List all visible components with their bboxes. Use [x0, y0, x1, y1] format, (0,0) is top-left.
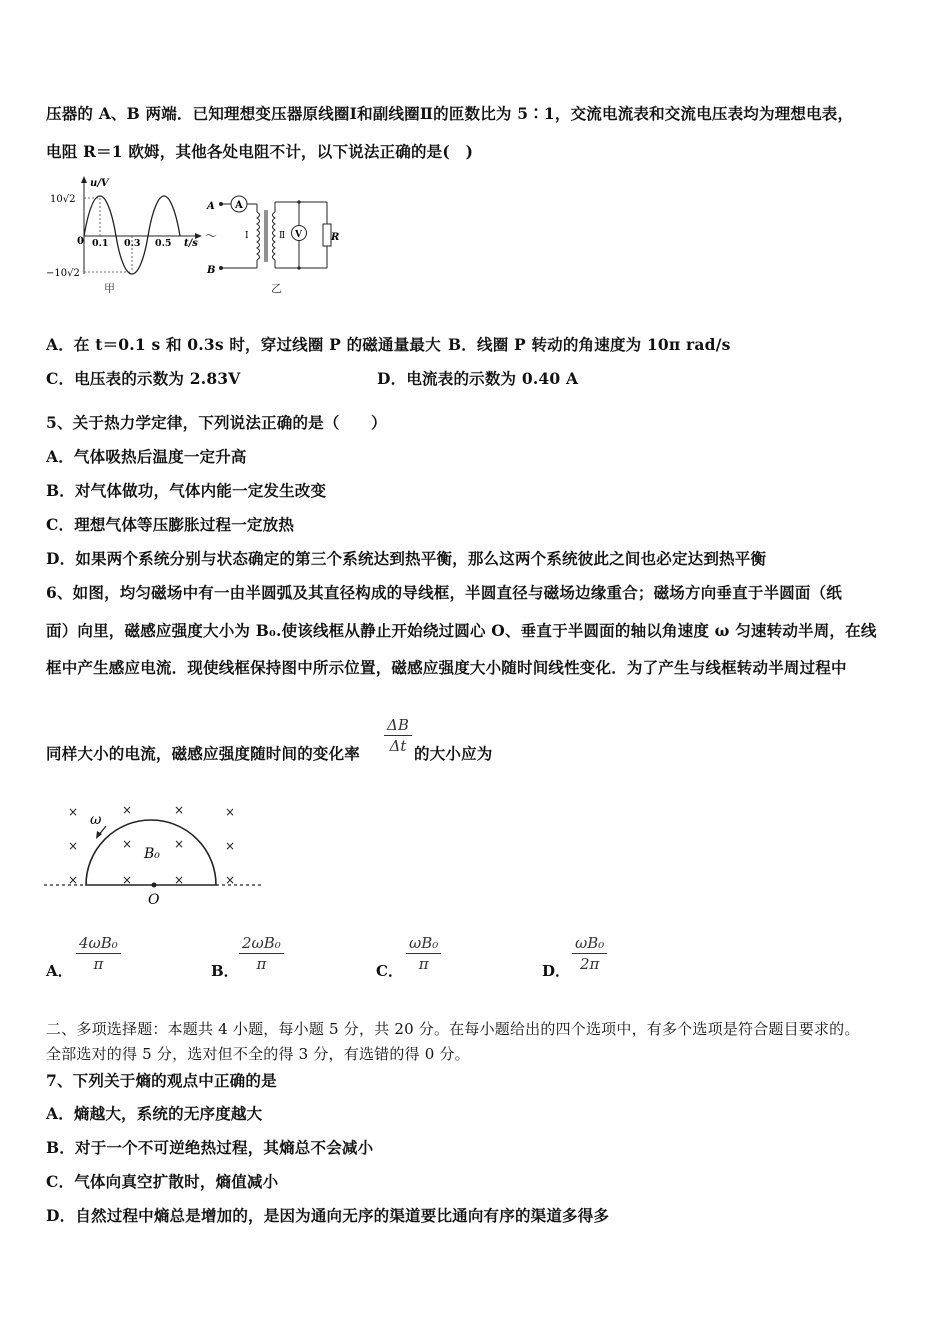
q5-option-d: D．如果两个系统分别与状态确定的第三个系统达到热平衡，那么这两个系统彼此之间也必定达到热平衡: [46, 549, 767, 568]
q5-option-c: C．理想气体等压膨胀过程一定放热: [46, 515, 295, 534]
q6-option-b-label: B．: [211, 962, 239, 980]
q6-option-a-den: π: [93, 955, 104, 973]
y-max-label: 10√2: [50, 194, 76, 205]
omega-label: ω: [90, 812, 102, 828]
tick-0-1: 0.1: [92, 238, 109, 249]
svg-text:×: ×: [122, 873, 133, 887]
tick-0-3: 0.3: [124, 238, 141, 249]
rate-denominator: Δt: [389, 737, 407, 755]
q5-option-a: A．气体吸热后温度一定升高: [46, 447, 247, 466]
q4-option-c: C．电压表的示数为 2.83V: [46, 369, 241, 388]
q4-stem-line2: 电阻 R＝1 欧姆，其他各处电阻不计，以下说法正确的是( ): [46, 142, 474, 161]
primary-coil: [257, 212, 260, 260]
terminal-a-label: A: [207, 201, 215, 212]
y-min-label: −10√2: [46, 268, 80, 279]
svg-text:×: ×: [225, 873, 236, 887]
q4-option-a: A．在 t＝0.1 s 和 0.3s 时，穿过线圈 P 的磁通量最大: [46, 335, 441, 354]
q6-stem-line4: [46, 742, 360, 764]
q6-option-d-num: ωB₀: [572, 934, 607, 954]
q6-option-b-den: π: [256, 955, 267, 973]
q7-option-d: D．自然过程中熵总是增加的，是因为通向无序的渠道要比通向有序的渠道多得多: [46, 1206, 610, 1225]
q6-stem-line3: 框中产生感应电流．现使线框保持图中所示位置，磁感应强度大小随时间线性变化．为了产生与线框转动半周过程中: [46, 658, 847, 677]
q5-stem: 5、关于热力学定律，下列说法正确的是（ ）: [46, 413, 387, 432]
q6-option-d-den: 2π: [579, 955, 600, 973]
secondary-coil: [273, 212, 276, 260]
section2-line1: 二、多项选择题：本题共 4 小题，每小题 5 分，共 20 分。在每小题给出的四个选项中，有多个选项是符合题目要求的。: [46, 1020, 860, 1038]
q6-option-c-den: π: [418, 955, 429, 973]
q6-stem-line1: 6、如图，均匀磁场中有一由半圆弧及其直径构成的导线框，半圆直径与磁场边缘重合；磁场方向垂直于半圆面（纸: [46, 583, 842, 602]
q6-option-d-label: D．: [542, 962, 571, 980]
q6-option-c-fraction: [406, 934, 441, 973]
waveform-graph: [40, 172, 210, 302]
q6-line4-pre: 同样大小的电流，磁感应强度随时间的变化率: [46, 744, 361, 763]
terminal-b-label: B: [207, 265, 216, 276]
center-label: O: [148, 892, 160, 908]
svg-text:×: ×: [174, 873, 185, 887]
q6-option-b-num: 2ωB₀: [239, 934, 284, 954]
y-axis-label: u/V: [90, 178, 109, 189]
ammeter-label: A: [235, 200, 243, 211]
sine-curve: [84, 196, 180, 274]
resistor-icon: [323, 224, 331, 246]
center-point: [152, 883, 157, 888]
svg-text:×: ×: [225, 805, 236, 819]
ac-source-icon: ～: [205, 229, 218, 243]
q7-option-a: A．熵越大，系统的无序度越大: [46, 1104, 263, 1123]
q6-option-c-label: C．: [376, 962, 403, 980]
resistor-label: R: [331, 232, 340, 243]
q7-option-b: B．对于一个不可逆绝热过程，其熵总不会减小: [46, 1138, 374, 1157]
q6-option-c-num: ωB₀: [406, 934, 441, 954]
primary-label: Ⅰ: [245, 231, 249, 241]
svg-text:×: ×: [68, 873, 79, 887]
origin-label: 0: [77, 236, 84, 247]
q4-option-b: B．线圈 P 转动的角速度为 10π rad/s: [448, 335, 731, 354]
svg-text:×: ×: [122, 837, 133, 851]
tick-0-5: 0.5: [155, 238, 172, 249]
secondary-label: Ⅱ: [279, 231, 286, 241]
rate-fraction: [384, 716, 412, 755]
b0-label: B₀: [144, 846, 160, 862]
svg-text:×: ×: [174, 803, 185, 817]
transformer-circuit: [205, 182, 345, 302]
semicircle-field-figure: [40, 796, 270, 911]
svg-text:×: ×: [68, 839, 79, 853]
q6-option-a-label: A．: [46, 962, 73, 980]
q5-option-b: B．对气体做功，气体内能一定发生改变: [46, 481, 327, 500]
q7-option-c: C．气体向真空扩散时，熵值减小: [46, 1172, 279, 1191]
q7-stem: 7、下列关于熵的观点中正确的是: [46, 1071, 277, 1090]
x-axis-label: t/s: [184, 238, 198, 249]
rate-numerator: ΔB: [384, 716, 412, 736]
q6-option-d-fraction: [572, 934, 607, 973]
q6-option-a-fraction: [76, 934, 121, 973]
graph-caption: 甲: [104, 282, 115, 295]
q6-stem-line2: 面）向里，磁感应强度大小为 B₀.使该线框从静止开始绕过圆心 O、垂直于半圆面的轴以角速度 ω 匀速转动半周，在线: [46, 621, 877, 640]
svg-text:×: ×: [68, 805, 79, 819]
q4-stem-line1: 压器的 A、B 两端．已知理想变压器原线圈Ⅰ和副线圈Ⅱ的匝数比为 5∶1，交流电流表和交流电压表均为理想电表，: [46, 104, 854, 123]
svg-text:×: ×: [225, 839, 236, 853]
q4-option-d: D．电流表的示数为 0.40 A: [377, 369, 579, 388]
q6-option-a-num: 4ωB₀: [76, 934, 121, 954]
voltmeter-label: V: [295, 230, 302, 240]
section2-line2: 全部选对的得 5 分，选对但不全的得 3 分，有选错的得 0 分。: [46, 1045, 470, 1063]
svg-text:×: ×: [122, 803, 133, 817]
q6-option-b-fraction: [239, 934, 284, 973]
circuit-caption: 乙: [271, 282, 282, 295]
q6-line4-post: 的大小应为: [414, 744, 493, 763]
svg-text:×: ×: [174, 837, 185, 851]
